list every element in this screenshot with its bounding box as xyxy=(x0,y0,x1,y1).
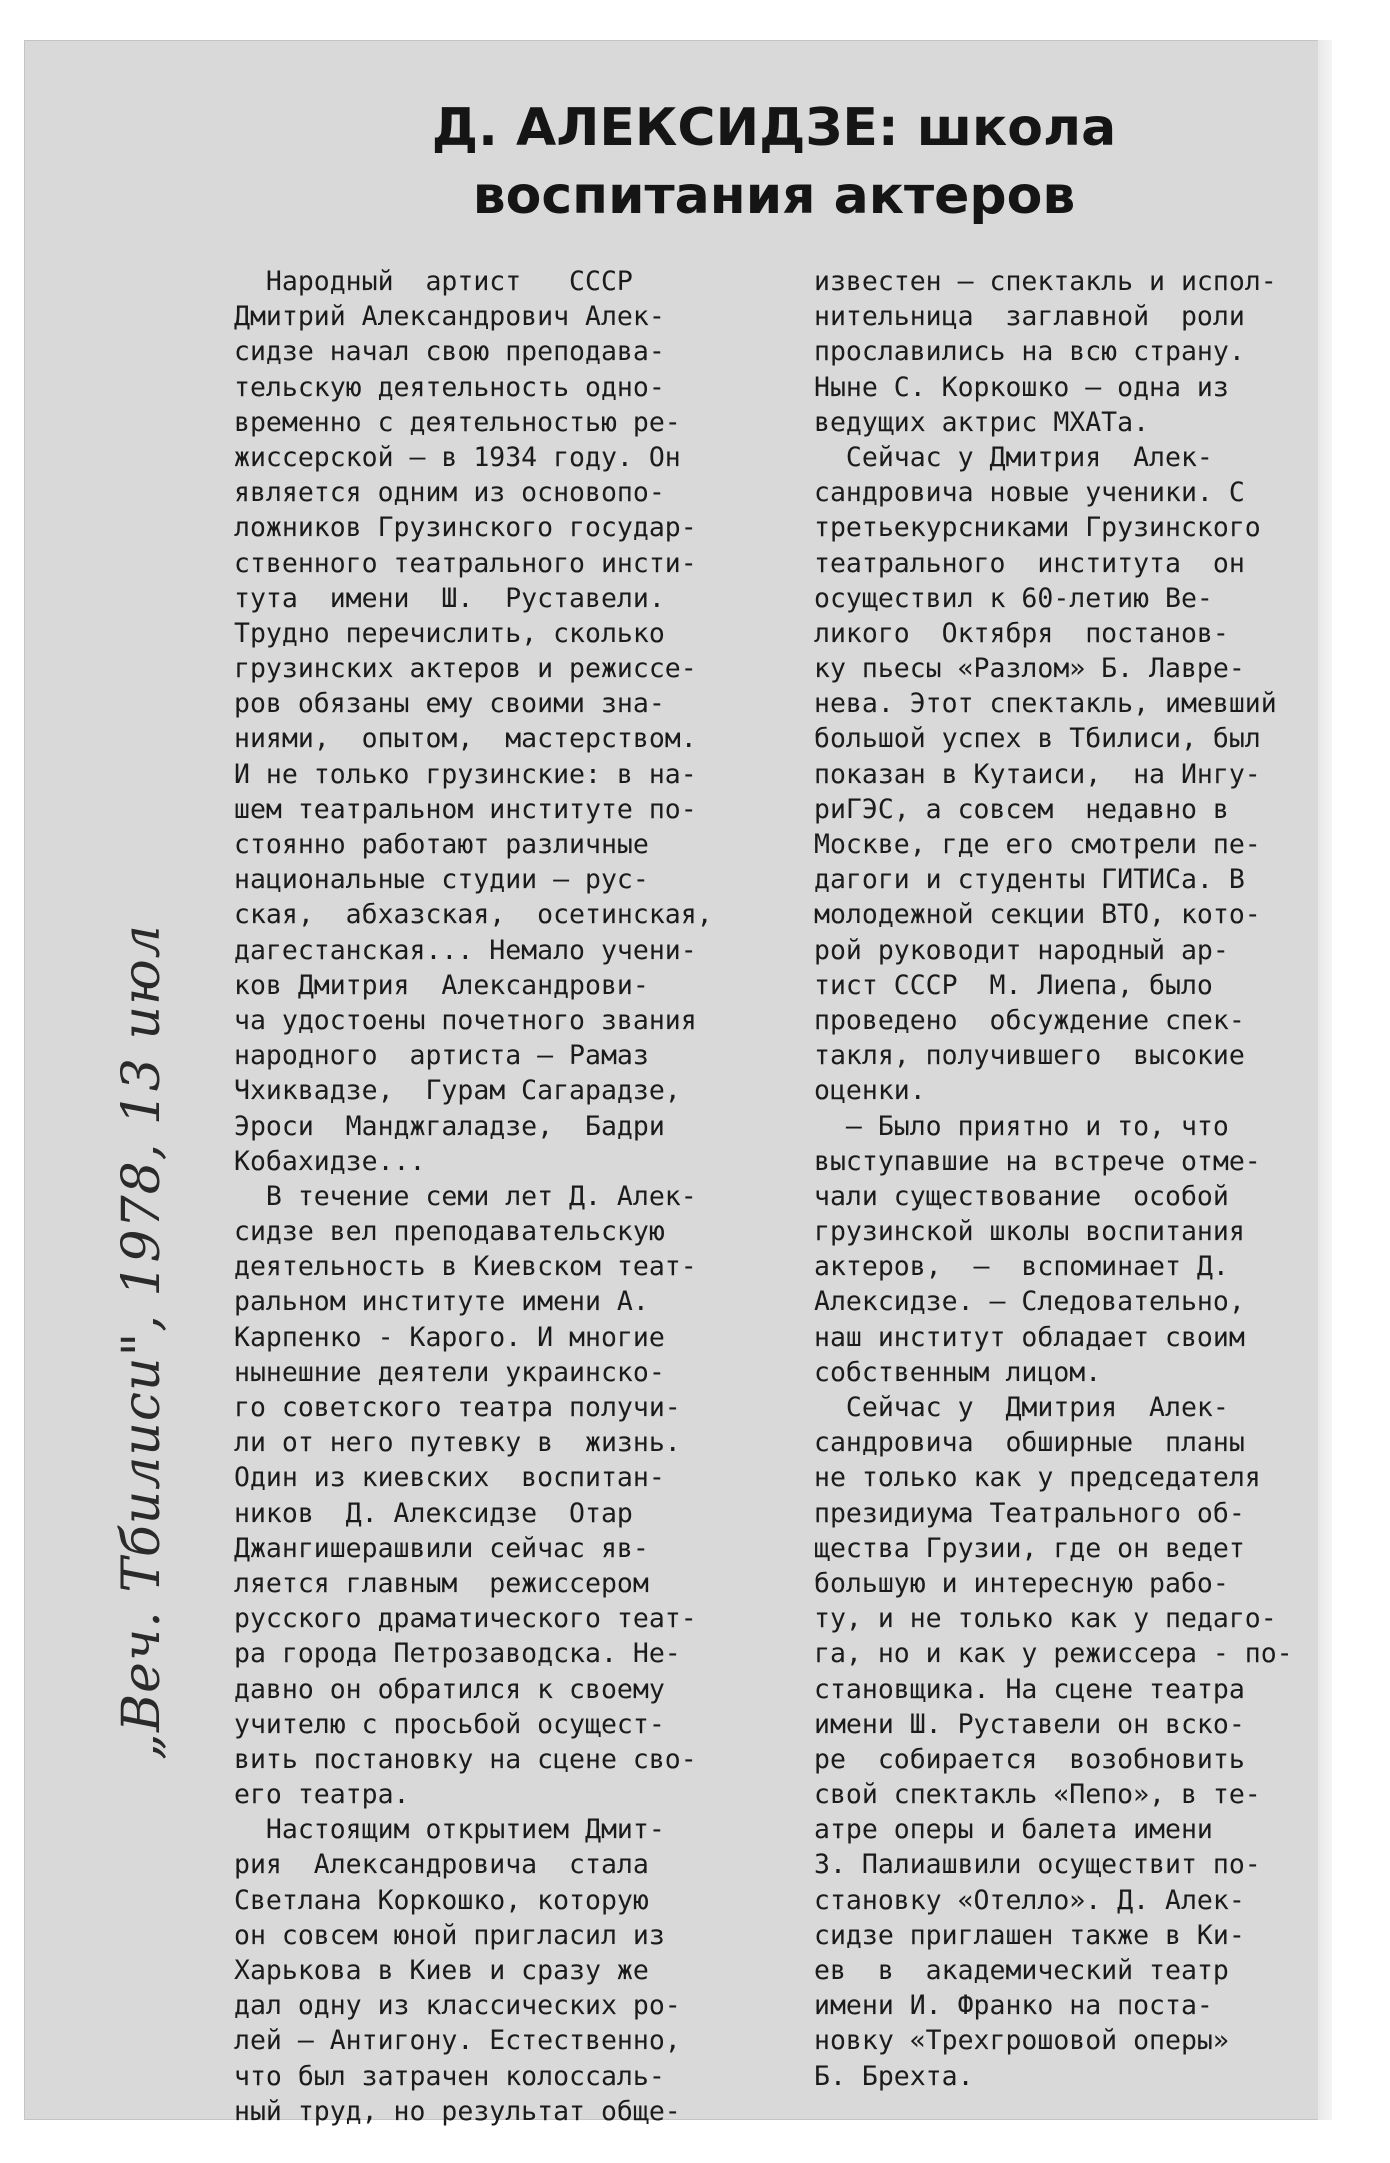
article-text-line: га, но и как у режиссера - по- xyxy=(814,1638,1293,1670)
article-text-line: деятельность в Киевском теат- xyxy=(234,1251,697,1283)
article-text-line: ный труд, но результат обще- xyxy=(234,2095,681,2127)
article-text-line: новку «Трехгрошовой оперы» xyxy=(814,2025,1229,2057)
article-text-line: ская, абхазская, осетинская, xyxy=(234,899,713,931)
article-text-line: собственным лицом. xyxy=(814,1356,1102,1388)
article-text-line: оценки. xyxy=(814,1075,926,1107)
article-text-line: тута имени Ш. Руставели. xyxy=(234,582,665,614)
article-text-line: лей — Антигону. Естественно, xyxy=(234,2025,681,2057)
article-text-line: вить постановку на сцене сво- xyxy=(234,1743,697,1775)
article-text-line: щества Грузии, где он ведет xyxy=(814,1532,1245,1564)
article-text-line: сандровича обширные планы xyxy=(814,1427,1245,1459)
article-text-line: Алексидзе. — Следовательно, xyxy=(814,1286,1245,1318)
article-text-line: народного артиста — Рамаз xyxy=(234,1040,649,1072)
article-text-line: президиума Театрального об- xyxy=(814,1497,1245,1529)
article-text-line: — Было приятно и то, что xyxy=(814,1110,1229,1142)
article-text-line: Харькова в Киев и сразу же xyxy=(234,1955,649,1986)
article-text-line: ли от него путевку в жизнь. xyxy=(234,1427,681,1459)
article-text-line: наш институт обладает своим xyxy=(814,1321,1245,1353)
article-text-line: имени Ш. Руставели он вско- xyxy=(814,1708,1245,1740)
article-text-line: Ныне С. Коркошко — одна из xyxy=(814,371,1229,403)
article-text-line: В течение семи лет Д. Алек- xyxy=(234,1180,697,1212)
article-text-line: такля, получившего высокие xyxy=(814,1040,1245,1072)
article-text-line: рой руководит народный ар- xyxy=(814,934,1229,966)
article-text-line: молодежной секции ВТО, кото- xyxy=(814,899,1261,931)
article-text-line: Чхиквадзе, Гурам Сагарадзе, xyxy=(234,1075,681,1107)
article-text-line: ра города Петрозаводска. Не- xyxy=(234,1638,681,1670)
article-text-line: Сейчас у Дмитрия Алек- xyxy=(814,1392,1229,1423)
article-text-line: ственного театрального инсти- xyxy=(234,547,697,579)
article-text-line: ниями, опытом, мастерством. xyxy=(234,723,697,755)
article-text-line: его театра. xyxy=(234,1779,410,1811)
article-text-line: Джангишерашвили сейчас яв- xyxy=(234,1532,649,1564)
article-text-line: он совсем юной пригласил из xyxy=(234,1919,665,1951)
article-text-line: ведущих актрис МХАТа. xyxy=(814,406,1150,438)
article-text-line: давно он обратился к своему xyxy=(234,1673,665,1705)
article-text-line: большую и интересную рабо- xyxy=(814,1567,1229,1599)
article-text-line: ту, и не только как у педаго- xyxy=(814,1603,1277,1635)
article-text-line: Светлана Коркошко, которую xyxy=(234,1884,649,1916)
article-text-line: известен — спектакль и испол- xyxy=(814,266,1277,297)
article-text-line: шем театральном институте по- xyxy=(234,793,697,825)
article-text-line: стоянно работают различные xyxy=(234,829,649,860)
article-text-line: проведено обсуждение спек- xyxy=(814,1004,1245,1036)
handwritten-annotation: „Веч. Тбилиси", 1978, 13 июл xyxy=(112,924,172,1760)
article-text-line: сандровича новые ученики. С xyxy=(814,477,1245,509)
article-text-line: ков Дмитрия Александрови- xyxy=(234,969,649,1001)
article-text-line: Сейчас у Дмитрия Алек- xyxy=(814,441,1213,473)
article-text-line: ральном институте имени А. xyxy=(234,1286,649,1318)
article-text-line: имени И. Франко на поста- xyxy=(814,1990,1213,2022)
article-text-line: ев в академический театр xyxy=(814,1955,1229,1986)
article-text-line: учителю с просьбой осущест- xyxy=(234,1708,665,1740)
article-text-line: Дмитрий Александрович Алек- xyxy=(234,301,665,333)
article-text-line: дагестанская... Немало учени- xyxy=(234,934,697,966)
article-text-line: нительница заглавной роли xyxy=(814,301,1245,333)
article-text-line: Эроси Манджгаладзе, Бадри xyxy=(234,1110,665,1142)
article-text-line: показан в Кутаиси, на Ингу- xyxy=(814,758,1261,790)
article-text-line: дагоги и студенты ГИТИСа. В xyxy=(814,864,1245,896)
article-text-line: становщика. На сцене театра xyxy=(814,1673,1245,1705)
article-text-line: большой успех в Тбилиси, был xyxy=(814,723,1261,755)
article-text-line: ку пьесы «Разлом» Б. Лавре- xyxy=(814,653,1245,685)
article-text-line: З. Палиашвили осуществит по- xyxy=(814,1849,1261,1881)
article-text-line: что был затрачен колоссаль- xyxy=(234,2060,665,2092)
article-text-line: Кобахидзе... xyxy=(234,1145,426,1177)
article-text-line: ников Д. Алексидзе Отар xyxy=(234,1497,633,1529)
article-text-line: временно с деятельностью ре- xyxy=(234,406,681,438)
article-text-line: сидзе приглашен также в Ки- xyxy=(814,1919,1245,1951)
article-text-line: русского драматического теат- xyxy=(234,1603,697,1635)
article-text-line: ликого Октября постанов- xyxy=(814,617,1229,649)
article-text-line: Настоящим открытием Дмит- xyxy=(234,1814,665,1846)
article-text-line: национальные студии — рус- xyxy=(234,864,649,896)
article-text-line: Москве, где его смотрели пе- xyxy=(814,829,1261,860)
article-text-line: Трудно перечислить, сколько xyxy=(234,617,665,649)
article-text-line: ре собирается возобновить xyxy=(814,1743,1245,1775)
article-text-line: выступавшие на встрече отме- xyxy=(814,1145,1261,1177)
newspaper-clipping xyxy=(24,40,1332,2127)
article-text-line: ляется главным режиссером xyxy=(234,1567,649,1599)
article-text-line: Один из киевских воспитан- xyxy=(234,1462,665,1494)
article-text-line: Карпенко - Карого. И многие xyxy=(234,1321,665,1353)
headline-line-1: Д. АЛЕКСИДЗЕ: школа xyxy=(431,98,1117,158)
article-text-line: третьекурсниками Грузинского xyxy=(814,512,1261,544)
article-text-line: становку «Отелло». Д. Алек- xyxy=(814,1884,1245,1916)
article-text-line: грузинской школы воспитания xyxy=(814,1216,1245,1248)
article-text-line: ров обязаны ему своими зна- xyxy=(234,688,665,720)
article-text-line: прославились на всю страну. xyxy=(814,336,1245,368)
article-text-line: нынешние деятели украинско- xyxy=(234,1356,665,1388)
article-text-line: риГЭС, а совсем недавно в xyxy=(814,793,1229,825)
article-text-line: Народный артист СССР xyxy=(234,266,633,297)
article-text-line: театрального института он xyxy=(814,547,1245,579)
article-text-line: Б. Брехта. xyxy=(814,2060,974,2092)
article-text-line: не только как у председателя xyxy=(814,1462,1261,1494)
article-text-line: является одним из основопо- xyxy=(234,477,665,509)
article-text-line: атре оперы и балета имени xyxy=(814,1814,1213,1846)
right-column xyxy=(814,264,1354,2094)
article-text-line: осуществил к 60-летию Ве- xyxy=(814,582,1213,614)
left-column xyxy=(234,264,772,2129)
article-text-line: свой спектакль «Пепо», в те- xyxy=(814,1779,1261,1811)
article-text-line: тист СССР М. Лиепа, было xyxy=(814,969,1213,1001)
article-text-line: ча удостоены почетного звания xyxy=(234,1004,697,1036)
article-text-line: сидзе начал свою преподава- xyxy=(234,336,665,368)
article-text-line: актеров, — вспоминает Д. xyxy=(814,1251,1229,1283)
article-text-line: И не только грузинские: в на- xyxy=(234,758,697,790)
article-text-line: дал одну из классических ро- xyxy=(234,1990,681,2022)
article-text-line: ложников Грузинского государ- xyxy=(234,512,697,544)
article-text-line: тельскую деятельность одно- xyxy=(234,371,665,403)
article-text-line: нева. Этот спектакль, имевший xyxy=(814,688,1277,720)
article-text-line: грузинских актеров и режиссе- xyxy=(234,653,697,685)
article-text-line: рия Александровича стала xyxy=(234,1849,649,1881)
headline-line-2: воспитания актеров xyxy=(472,166,1076,226)
article-text-line: чали существование особой xyxy=(814,1180,1229,1212)
article-text-line: жиссерской — в 1934 году. Он xyxy=(234,441,681,473)
article-text-line: го советского театра получи- xyxy=(234,1392,681,1423)
article-text-line: сидзе вел преподавательскую xyxy=(234,1216,665,1248)
